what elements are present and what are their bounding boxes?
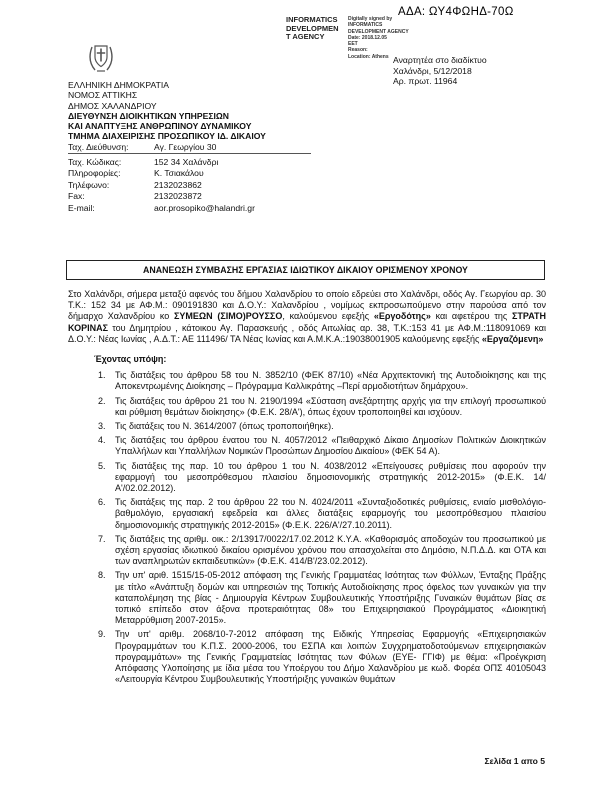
contact-row (68, 191, 311, 202)
address-value: Αγ. Γεωργίου 30 (154, 141, 217, 152)
contact-label: Fax: (68, 191, 85, 202)
header-right-meta (393, 55, 487, 87)
text-line: ΔΗΜΟΣ ΧΑΛΑΝΔΡΙΟΥ (68, 100, 157, 111)
list-number: 2. (98, 395, 106, 406)
text-line: ΝΟΜΟΣ ΑΤΤΙΚΗΣ (68, 90, 138, 101)
address-label: Ταχ. Διεύθυνση: (68, 141, 129, 152)
contact-value: 2132023872 (154, 191, 202, 202)
text-segment: «Εργοδότης» (373, 311, 431, 322)
list-text: Τις διατάξεις του άρθρου ένατου του Ν. 4057/2012 «Πειθαρχικό Δίκαιο Δημοσίων Πολιτικών Διοικητικών Υπαλλήλων και Υπαλλήλων Νομικών Προσώπων Δημοσίου Δικαίου» (ΦΕΚ 54 Α). (115, 435, 546, 457)
legal-list-item (98, 497, 546, 531)
legal-list-item (98, 421, 546, 432)
text-line: INFORMATICS (348, 22, 383, 29)
text-line: ΚΑΙ ΑΝΑΠΤΥΞΗΣ ΑΝΘΡΩΠΙΝΟΥ ΔΥΝΑΜΙΚΟΥ (68, 121, 252, 132)
greek-emblem-icon (88, 40, 114, 81)
contact-block (68, 153, 311, 214)
contact-row (68, 168, 311, 179)
text-segment: ΣΥΜΕΩΝ (ΣΙΜΟ)ΡΟΥΣΣΟ (174, 311, 283, 322)
legal-list-item (98, 534, 546, 568)
list-text: Τις διατάξεις της παρ. 2 του άρθρου 22 του Ν. 4024/2011 «Συνταξιοδοτικές ρυθμίσεις, ενιαίο μισθολόγιο-βαθμολόγιο, εργασιακή εφεδρεία και άλλες διατάξεις εφαρμογής του μεσοπρόθεσμου πλαισίου δημοσιονομικής στρατηγικής 2012-2015» (Φ.Ε.Κ. 226/Α'/27.10.2011). (115, 497, 546, 530)
text-segment: του Δημητρίου , κάτοικου Αγ. Παρασκευής , οδός Αιτωλίας αρ. 38, Τ.Κ.:153 41 με ΑΦ.Μ.:118091069 και Δ.Ο.Υ.: Νέας Ιωνίας , Α.Δ.Τ.: ΑΕ 111496/ ΤΑ Νέας Ιωνίας και Α.Μ.Κ.Α.:19038001905 καλούμενης εφεξής (68, 322, 546, 344)
contact-value: 2132023862 (154, 179, 202, 190)
document-title: ΑΝΑΝΕΩΣΗ ΣΥΜΒΑΣΗΣ ΕΡΓΑΣΙΑΣ ΙΔΙΩΤΙΚΟΥ ΔΙΚΑΙΟΥ ΟΡΙΣΜΕΝΟΥ ΧΡΟΝΟΥ (66, 260, 545, 280)
list-number: 5. (98, 460, 106, 471)
list-number: 8. (98, 570, 106, 581)
legal-list-item (98, 461, 546, 495)
text-line: Date: 2018.12.05 (348, 34, 387, 41)
text-line: DEVELOPMEN (286, 23, 339, 33)
signature-agency-name (286, 16, 342, 42)
place-date: Χαλάνδρι, 5/12/2018 (393, 65, 472, 76)
text-segment: και αφετέρου της (430, 311, 512, 322)
legal-list-item (98, 570, 546, 626)
text-line: Digitally signed by (348, 16, 393, 22)
legal-list-item (98, 396, 546, 418)
text-line: Reason: (348, 47, 368, 54)
list-text: Τις διατάξεις του Ν. 3614/2007 (όπως τροποποιήθηκε). (115, 421, 334, 432)
text-line: ΔΙΕΥΘΥΝΣΗ ΔΙΟΙΚΗΤΙΚΩΝ ΥΠΗΡΕΣΙΩΝ (68, 110, 229, 121)
contact-row (68, 157, 311, 168)
contact-label: Τηλέφωνο: (68, 179, 110, 190)
list-number: 3. (98, 421, 106, 432)
list-number: 9. (98, 629, 106, 640)
text-segment: , καλούμενου εφεξής (282, 311, 374, 322)
text-line: ΤΜΗΜΑ ΔΙΑΧΕΙΡΙΣΗΣ ΠΡΟΣΩΠΙΚΟΥ ΙΔ. ΔΙΚΑΙΟΥ (68, 131, 266, 142)
having-regard-heading: Έχοντας υπόψη: (94, 354, 167, 365)
document-body (68, 289, 546, 689)
publish-note: Αναρτητέα στο διαδίκτυο (393, 55, 487, 65)
text-line: Location: Athens (348, 53, 389, 60)
contact-label: Ταχ. Κώδικας: (68, 157, 122, 167)
list-number: 4. (98, 435, 106, 446)
legal-list-item (98, 370, 546, 392)
list-text: Τις διατάξεις του άρθρου 21 του Ν. 2190/1994 «Σύσταση ανεξάρτητης αρχής για την επιλογή προσωπικού και ρύθμιση θεμάτων διοίκησης» (Φ.Ε.Κ. 28/Α'), όπως έχουν τροποποιηθεί και ισχύουν. (115, 395, 546, 417)
list-text: Τις διατάξεις του άρθρου 58 του Ν. 3852/10 (ΦΕΚ 87/10) «Νέα Αρχιτεκτονική της Αυτοδιοίκησης και της Αποκεντρωμένης Διοίκησης – Πρόγραμμα Καλλικράτης –Περί αρμοδιοτήτων δημάρχου». (115, 370, 546, 392)
contact-label: E-mail: (68, 202, 95, 213)
digital-signature-block (286, 16, 420, 60)
protocol-number: Αρ. πρωτ. 11964 (393, 76, 458, 87)
text-line: INFORMATICS (286, 15, 338, 24)
contact-row (68, 180, 311, 191)
legal-list (98, 370, 546, 685)
list-number: 7. (98, 533, 106, 544)
organization-lines (68, 80, 266, 142)
text-line: ΕΛΛΗΝΙΚΗ ΔΗΜΟΚΡΑΤΙΑ (68, 80, 169, 90)
list-number: 6. (98, 497, 106, 508)
contact-value: aor.prosopiko@halandri.gr (154, 202, 255, 213)
text-segment: ΣΤΡΑΤΗ ΚΟΡΙΝΑΣ (68, 311, 546, 333)
organization-block (68, 80, 266, 152)
signature-details (348, 16, 420, 60)
contact-label: Πληροφορίες: (68, 168, 121, 179)
legal-list-item (98, 435, 546, 457)
page-number: Σελίδα 1 απο 5 (484, 756, 545, 766)
text-segment: «Εργαζόμενη» (481, 333, 544, 344)
list-text: Την υπ' αριθ. 1515/15-05-2012 απόφαση της Γενικής Γραμματέας Ισότητας των Φύλλων, Ένταξης Πράξης με τίτλο «Ανάπτυξη δομών και υπηρεσιών της Τοπικής Αυτοδιοίκησης προς όφελος των γυναικών για την καταπολέμηση της βίας - Δημιουργία Κέντρων Συμβουλευτικής Υποστήριξης Γυναικών θυμάτων βίας σε τοπικό επίπεδο στον άξονα προτεραιότητας 08» του Επιχειρησιακού Προγράμματος «Διοικητική Μεταρρύθμιση 2007-2015». (115, 570, 546, 626)
text-line: EET (348, 41, 358, 47)
text-line: T AGENCY (286, 32, 325, 42)
list-text: Τις διατάξεις της παρ. 10 του άρθρου 1 του Ν. 4038/2012 «Επείγουσες ρυθμίσεις που αφορούν την εφαρμογή του μεσοπρόθεσμου πλαισίου δημοσιονομικής στρατηγικής 2012-2015» (Φ.Ε.Κ. 14/Α'/02.02.2012). (115, 460, 546, 494)
intro-paragraph (68, 289, 546, 345)
legal-list-item (98, 629, 546, 685)
list-text: Την υπ' αριθμ. 2068/10-7-2012 απόφαση της Ειδικής Υπηρεσίας Εφαρμογής «Επιχειρησιακών Προγραμμάτων του Κ.Π.Σ. 2000-2006, του ΕΣΠΑ και λοιπών Συγχρηματοδοτούμενων επιχειρησιακών προγραμμάτων» της Γενικής Γραμματείας Ισότητας των Φύλων (ΕΥΕ- ΓΓΙΦ) με θέμα: «Προέγκριση Απόφασης Υλοποίησης με ίδια μέσα του Υποέργου του Δήμο Χαλανδρίου με κωδ. Φορέα ΟΠΣ 40105043 «Λειτουργία Κέντρου Συμβουλευτικής Υποστήριξης γυναικών θυμάτων (115, 629, 546, 685)
contact-value: Κ. Τσιακάλου (154, 168, 204, 179)
contact-value: 152 34 Χαλάνδρι (154, 157, 219, 167)
contact-row (68, 203, 311, 214)
text-segment: Στο Χαλάνδρι, σήμερα μεταξύ αφενός του δήμου Χαλανδρίου το οποίο εδρεύει στο Χαλάνδρι, οδός Αγ. Γεωργίου αρ. 30 Τ.Κ.: 152 34 με ΑΦ.Μ.: 090191830 και Δ.Ο.Υ.: Χαλανδρίου , νομίμως εκπροσωπούμενο στην παρούσα από τον δήμαρχο Χαλανδρίου κο (68, 289, 546, 322)
list-number: 1. (98, 370, 106, 381)
list-text: Τις διατάξεις της αριθμ. οικ.: 2/13917/0022/17.02.2012 Κ.Υ.Α. «Καθορισμός αποδοχών του προσωπικού με σχέση εργασίας ιδιωτικού δικαίου ορισμένου χρόνου που απασχολείται στο Δημόσιο, Ν.Π.Δ.Δ. και ΟΤΑ και των αναπληρωτών εκπαιδευτικών» (Φ.Ε.Κ. 414/Β'/23.02.2012). (115, 533, 546, 567)
ada-code: ΑΔΑ: ΩΥ4ΦΩΗΔ-70Ω (398, 6, 514, 18)
address-row (68, 142, 266, 152)
text-line: DEVELOPMENT AGENCY (348, 28, 409, 35)
